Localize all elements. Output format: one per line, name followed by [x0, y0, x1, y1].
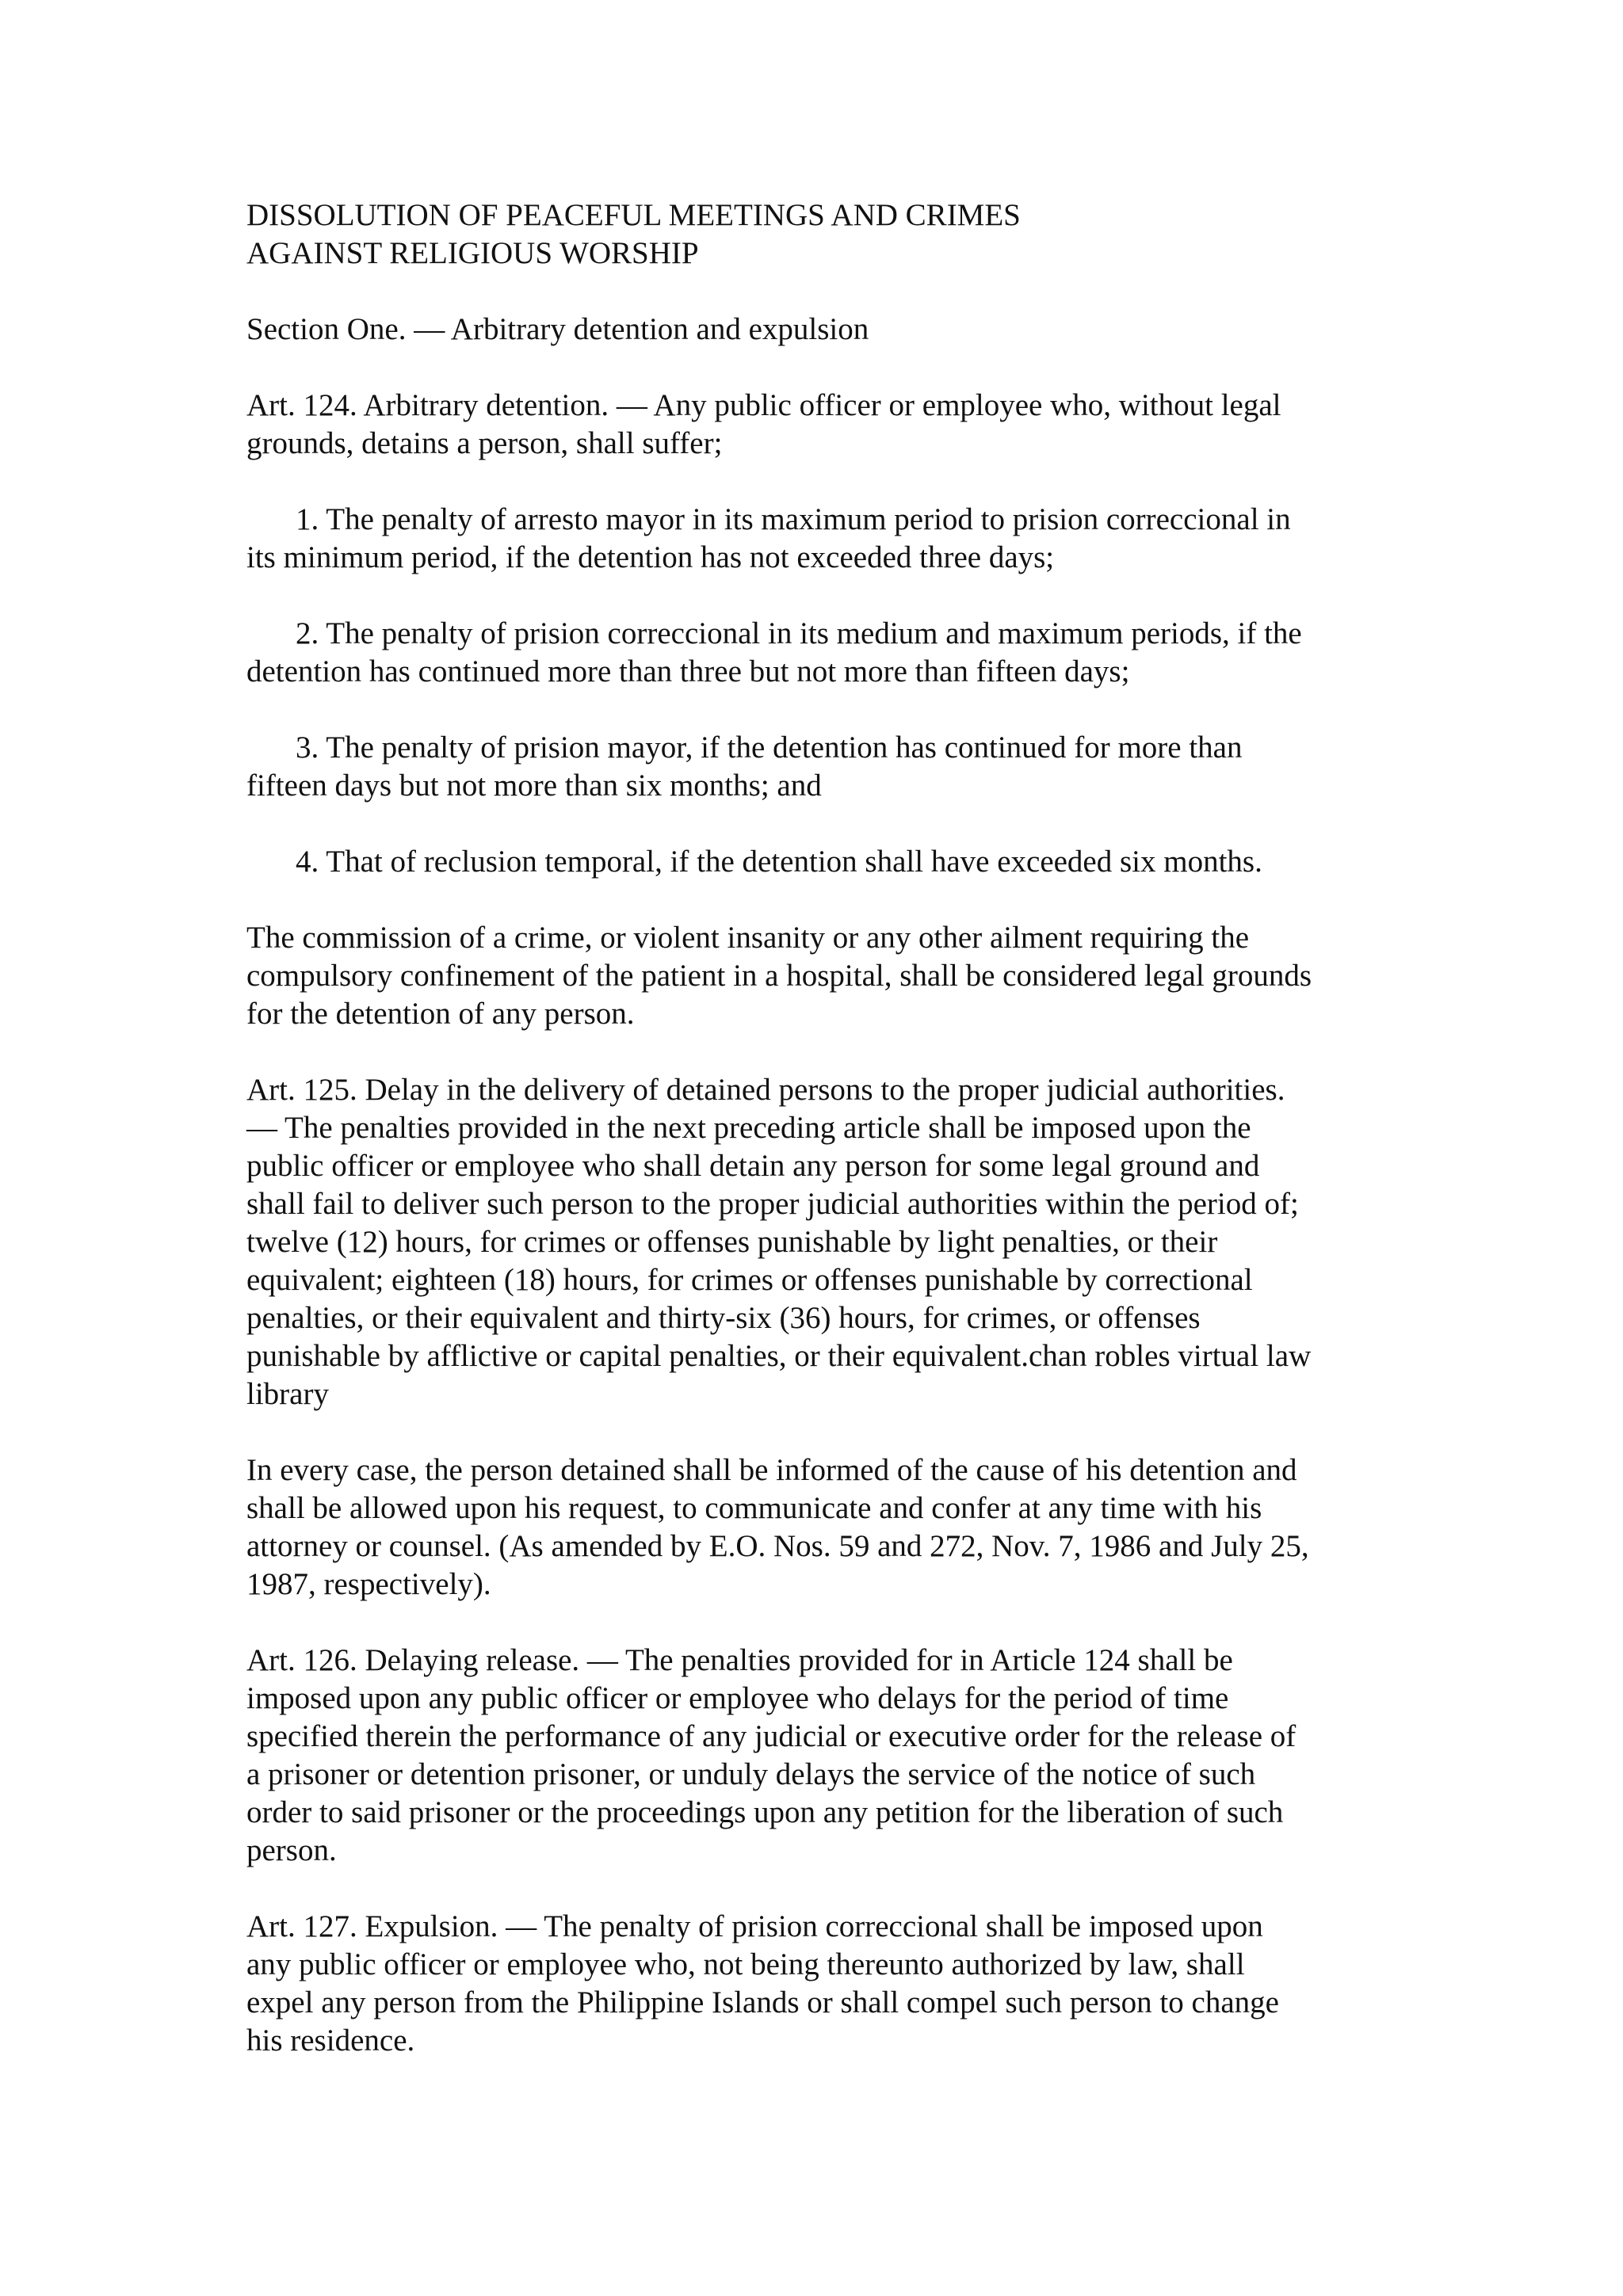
article-124-item-3 — [246, 729, 1396, 805]
text-line: compulsory confinement of the patient in a hospital, shall be considered legal grounds — [246, 959, 1312, 993]
text-line: imposed upon any public officer or employee who delays for the period of time — [246, 1681, 1229, 1715]
text-line: a prisoner or detention prisoner, or unduly delays the service of the notice of such — [246, 1757, 1256, 1791]
text-line: Art. 125. Delay in the delivery of detained persons to the proper judicial authorities. — [246, 1073, 1285, 1107]
title-line: DISSOLUTION OF PEACEFUL MEETINGS AND CRIMES — [246, 198, 1021, 232]
text-line: expel any person from the Philippine Islands or shall compel such person to change — [246, 1985, 1279, 2019]
text-line: 1987, respectively). — [246, 1567, 491, 1601]
text-line: for the detention of any person. — [246, 997, 635, 1031]
text-line: person. — [246, 1833, 337, 1867]
text-line: any public officer or employee who, not being thereunto authorized by law, shall — [246, 1947, 1245, 1981]
text-line: shall fail to deliver such person to the proper judicial authorities within the period of; — [246, 1187, 1299, 1221]
text-line: — The penalties provided in the next preceding article shall be imposed upon the — [246, 1111, 1251, 1145]
text-line: grounds, detains a person, shall suffer; — [246, 426, 723, 460]
text-line: punishable by afflictive or capital penalties, or their equivalent.chan robles virtual law — [246, 1339, 1312, 1373]
text-line: 1. The penalty of arresto mayor in its maximum period to prision correccional in — [296, 502, 1291, 536]
text-line: Art. 126. Delaying release. — The penalties provided for in Article 124 shall be — [246, 1643, 1233, 1677]
article-124-item-1 — [246, 501, 1396, 577]
text-line: detention has continued more than three but not more than fifteen days; — [246, 654, 1130, 688]
text-line: specified therein the performance of any judicial or executive order for the release of — [246, 1719, 1296, 1753]
article-125 — [246, 1071, 1396, 1413]
section-heading: Section One. — Arbitrary detention and expulsion — [246, 312, 869, 346]
text-line: public officer or employee who shall detain any person for some legal ground and — [246, 1149, 1260, 1183]
article-124-item-4 — [246, 843, 1396, 881]
text-line: attorney or counsel. (As amended by E.O. Nos. 59 and 272, Nov. 7, 1986 and July 25, — [246, 1529, 1309, 1563]
article-124-intro — [246, 387, 1396, 463]
article-127 — [246, 1908, 1396, 2060]
article-126 — [246, 1642, 1396, 1870]
text-line: 4. That of reclusion temporal, if the detention shall have exceeded six months. — [296, 845, 1262, 879]
text-line: 3. The penalty of prision mayor, if the detention has continued for more than — [296, 730, 1243, 765]
text-line: equivalent; eighteen (18) hours, for crimes or offenses punishable by correctional — [246, 1263, 1253, 1297]
article-124-closing — [246, 919, 1396, 1033]
text-line: Art. 124. Arbitrary detention. — Any public officer or employee who, without legal — [246, 388, 1281, 422]
text-line: fifteen days but not more than six months; and — [246, 769, 822, 803]
text-line: 2. The penalty of prision correccional in its medium and maximum periods, if the — [296, 616, 1302, 650]
document-body — [246, 196, 1396, 2098]
article-124-item-2 — [246, 615, 1396, 691]
text-line: Art. 127. Expulsion. — The penalty of prision correccional shall be imposed upon — [246, 1909, 1263, 1943]
text-line: penalties, or their equivalent and thirty-six (36) hours, for crimes, or offenses — [246, 1301, 1201, 1335]
text-line: twelve (12) hours, for crimes or offenses punishable by light penalties, or their — [246, 1225, 1218, 1259]
text-line: The commission of a crime, or violent insanity or any other ailment requiring the — [246, 921, 1250, 955]
text-line: his residence. — [246, 2023, 415, 2058]
text-line: its minimum period, if the detention has not exceeded three days; — [246, 540, 1055, 574]
document-title — [246, 196, 1396, 273]
title-line: AGAINST RELIGIOUS WORSHIP — [246, 236, 699, 270]
text-line: In every case, the person detained shall be informed of the cause of his detention and — [246, 1453, 1297, 1487]
text-line: shall be allowed upon his request, to communicate and confer at any time with his — [246, 1491, 1262, 1525]
text-line: library — [246, 1377, 329, 1411]
text-line: order to said prisoner or the proceedings upon any petition for the liberation of such — [246, 1795, 1284, 1829]
article-125-second — [246, 1451, 1396, 1604]
